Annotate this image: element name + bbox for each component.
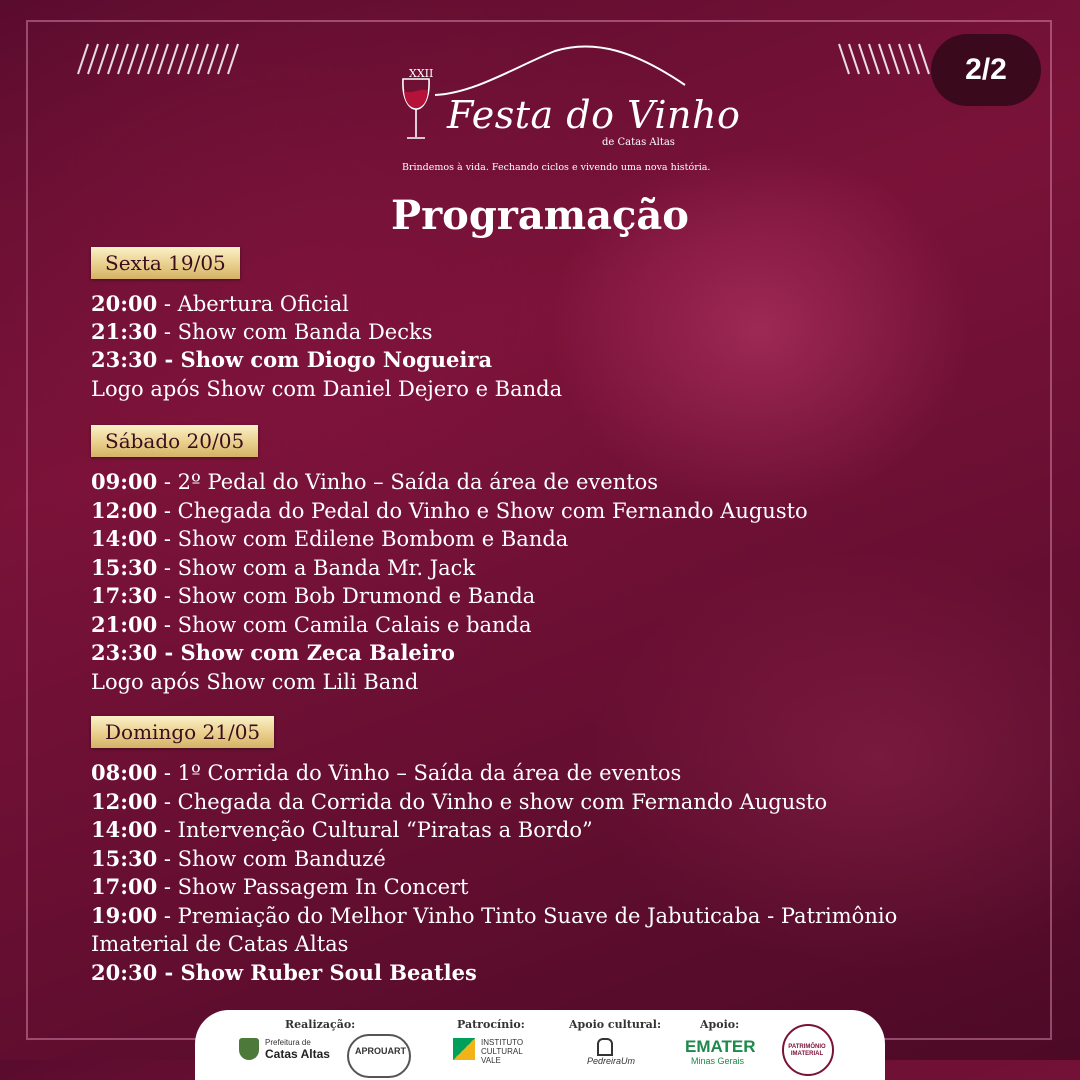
schedule-time: 20:30: [91, 960, 158, 985]
schedule-item: [91, 525, 568, 553]
schedule-time: 14:00: [91, 817, 158, 842]
org-emater: EMATER: [685, 1037, 756, 1056]
festival-title: Festa do Vinho: [447, 93, 741, 137]
schedule-text: Logo após Show com Daniel Dejero e Banda: [91, 377, 563, 401]
schedule-text: - 1º Corrida do Vinho – Saída da área de eventos: [157, 761, 682, 785]
schedule-time: 19:00: [91, 903, 158, 928]
page-counter: 2/2: [931, 34, 1041, 106]
schedule-item: [91, 759, 681, 787]
sponsors-footer: [195, 1010, 885, 1080]
schedule-time: 20:00: [91, 291, 158, 316]
schedule-time: 14:00: [91, 526, 158, 551]
schedule-text: - Show com Banduzé: [157, 847, 386, 871]
org-emater-sub: Minas Gerais: [691, 1056, 745, 1066]
day-label-domingo: Domingo 21/05: [91, 716, 274, 748]
apoio-label: Apoio:: [700, 1018, 740, 1031]
schedule-time: 09:00: [91, 469, 158, 494]
apoio-cultural-label: Apoio cultural:: [569, 1018, 662, 1031]
schedule-time: 17:30: [91, 583, 158, 608]
schedule-text: - Abertura Oficial: [157, 292, 349, 316]
schedule-item: [91, 611, 532, 639]
org-prefeitura-small: Prefeitura de: [265, 1038, 311, 1047]
hatch-decoration-left: [74, 42, 244, 76]
schedule-item: [91, 468, 658, 496]
schedule-item: [91, 497, 808, 525]
schedule-text: - Show com Camila Calais e banda: [157, 613, 532, 637]
org-patrimonio: PATRIMÔNIO IMATERIAL: [788, 1044, 826, 1057]
schedule-text: Imaterial de Catas Altas: [91, 932, 349, 956]
festival-logo: [395, 45, 741, 175]
festival-subtitle: de Catas Altas: [602, 137, 675, 148]
schedule-item: [91, 668, 418, 696]
schedule-text: - Show com Banda Decks: [157, 320, 433, 344]
pedreira-logo-icon: [597, 1038, 613, 1056]
schedule-time: 21:30: [91, 319, 158, 344]
schedule-text: - Show Passagem In Concert: [157, 875, 469, 899]
org-instituto: INSTITUTO CULTURAL VALE: [481, 1038, 524, 1065]
aproart-logo: [347, 1034, 411, 1078]
schedule-item: [91, 873, 469, 901]
schedule-text: - Show com Bob Drumond e Banda: [157, 584, 536, 608]
day-label-sexta: Sexta 19/05: [91, 247, 240, 279]
org-prefeitura: Catas Altas: [265, 1047, 330, 1061]
schedule-item-highlight: [91, 346, 492, 374]
festival-tagline: Brindemos à vida. Fechando ciclos e vivendo uma nova história.: [402, 162, 711, 173]
day-label-sabado: Sábado 20/05: [91, 425, 258, 457]
coat-of-arms-icon: [239, 1038, 259, 1060]
schedule-item-continuation: [91, 930, 348, 958]
org-pedreira: PedreiraUm: [587, 1056, 636, 1066]
instituto-logo-icon: [453, 1038, 475, 1060]
schedule-time: 12:00: [91, 789, 158, 814]
schedule-text: - Show com Zeca Baleiro: [157, 640, 455, 665]
patrocinio-label: Patrocínio:: [457, 1018, 525, 1031]
schedule-time: 23:30: [91, 347, 158, 372]
schedule-item: [91, 902, 897, 930]
schedule-item: [91, 816, 593, 844]
schedule-text: - Chegada do Pedal do Vinho e Show com Fernando Augusto: [157, 499, 808, 523]
realizacao-label: Realização:: [285, 1018, 356, 1031]
schedule-item: [91, 788, 827, 816]
schedule-text: - Premiação do Melhor Vinho Tinto Suave de Jabuticaba - Patrimônio: [157, 904, 898, 928]
schedule-time: 17:00: [91, 874, 158, 899]
edition-label: XXII: [409, 67, 434, 80]
schedule-time: 15:30: [91, 555, 158, 580]
schedule-item: [91, 375, 562, 403]
schedule-item: [91, 845, 386, 873]
schedule-time: 23:30: [91, 640, 158, 665]
schedule-text: - Chegada da Corrida do Vinho e show com Fernando Augusto: [157, 790, 828, 814]
schedule-time: 08:00: [91, 760, 158, 785]
schedule-text: - Show Ruber Soul Beatles: [157, 960, 477, 985]
schedule-text: - Show com a Banda Mr. Jack: [157, 556, 476, 580]
hatch-decoration-right: [835, 42, 935, 76]
schedule-text: - Show com Edilene Bombom e Banda: [157, 527, 569, 551]
schedule-item-highlight: [91, 639, 455, 667]
schedule-time: 21:00: [91, 612, 158, 637]
schedule-item: [91, 554, 475, 582]
schedule-text: - Intervenção Cultural “Piratas a Bordo”: [157, 818, 593, 842]
schedule-text: Logo após Show com Lili Band: [91, 670, 419, 694]
schedule-text: - Show com Diogo Nogueira: [157, 347, 493, 372]
schedule-time: 15:30: [91, 846, 158, 871]
org-aproart: APROUART: [355, 1046, 406, 1056]
page-title: Programação: [391, 192, 689, 239]
schedule-time: 12:00: [91, 498, 158, 523]
schedule-item: [91, 290, 349, 318]
schedule-item: [91, 318, 433, 346]
schedule-item-highlight: [91, 959, 477, 987]
schedule-item: [91, 582, 535, 610]
schedule-text: - 2º Pedal do Vinho – Saída da área de eventos: [157, 470, 659, 494]
